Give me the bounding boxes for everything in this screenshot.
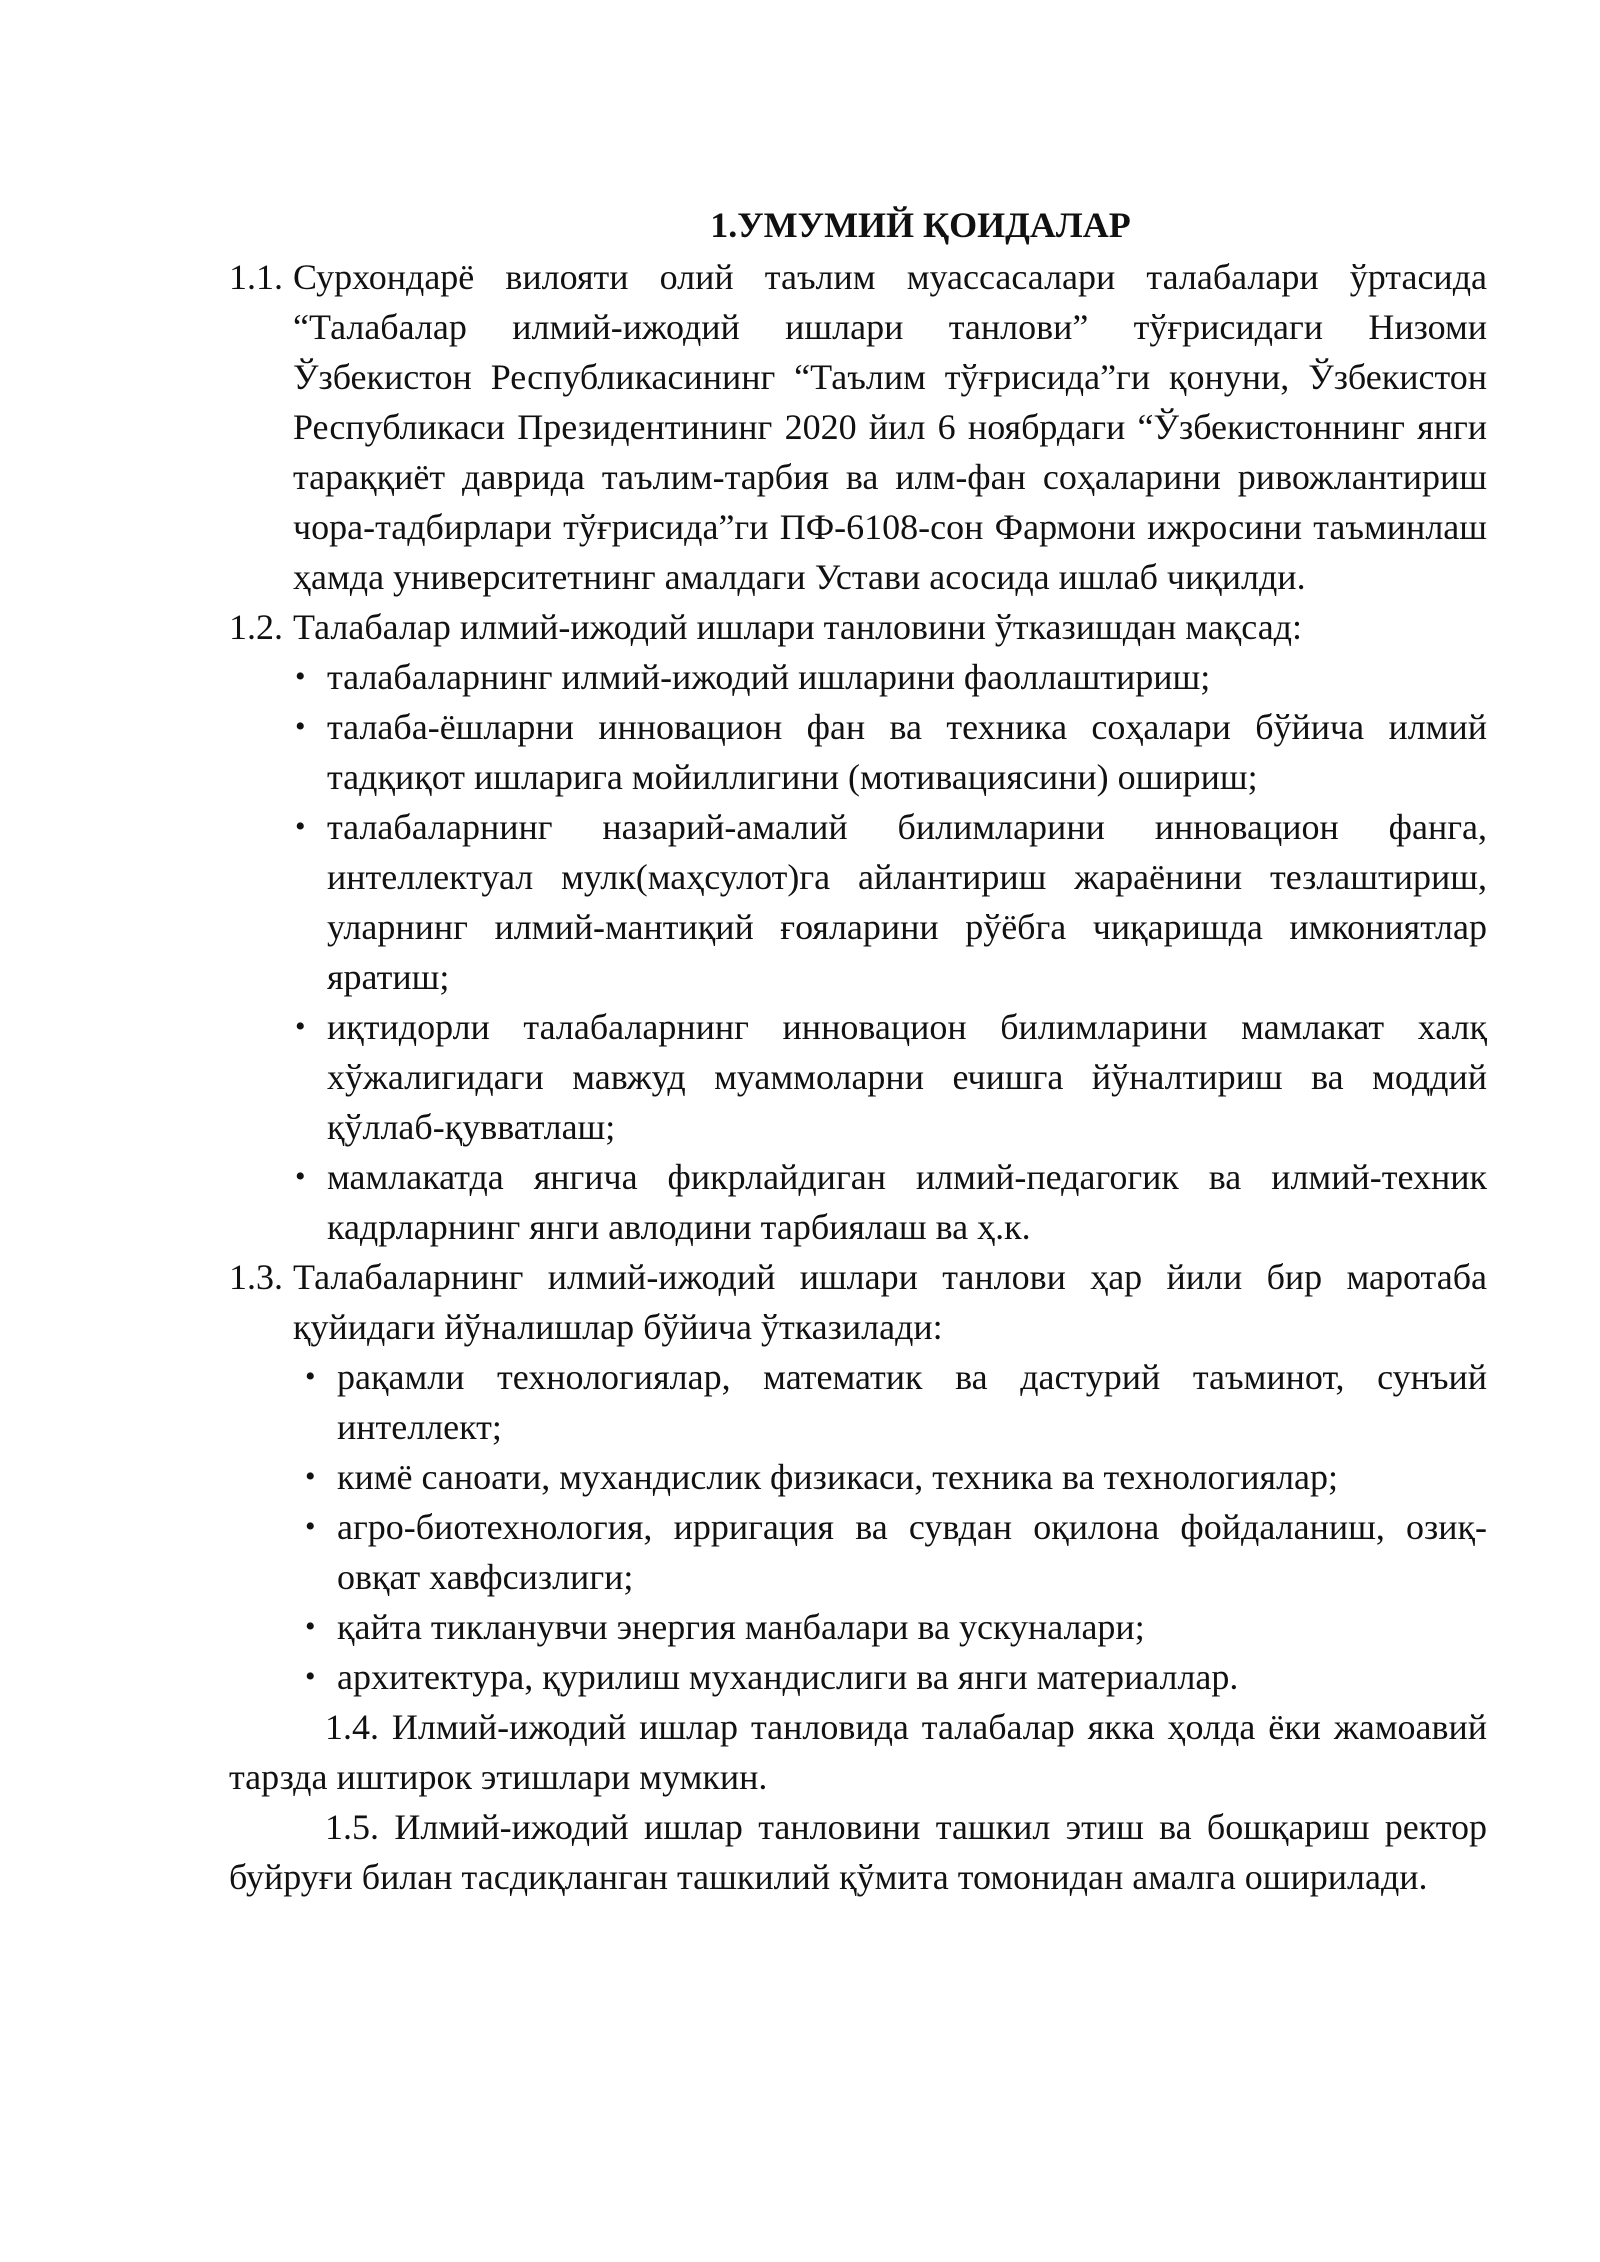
list-item: • мамлакатда янгича фикрлайдиган илмий-педагогик ва илмий-техник кадрларнинг янги авлодини тарбиялаш ва ҳ.к. <box>229 1152 1487 1252</box>
clause-number: 1.2. <box>229 607 283 647</box>
bullet-icon: • <box>295 710 306 743</box>
bullet-icon: • <box>295 810 306 843</box>
bullet-icon: • <box>305 1460 316 1493</box>
clause-1-4: 1.4. Илмий-ижодий ишлар танловида талабалар якка ҳолда ёки жамоавий тарзда иштирок этишлари мумкин. <box>229 1707 1487 1797</box>
directions-list <box>229 1352 1487 1702</box>
clause-number: 1.1. <box>229 257 283 297</box>
bullet-icon: • <box>305 1510 316 1543</box>
document-page <box>229 200 1487 1902</box>
clause-1-1 <box>229 252 1487 602</box>
bullet-icon: • <box>295 1160 306 1193</box>
list-item: • агро-биотехнология, ирригация ва сувдан оқилона фойдаланиш, озиқ-овқат хавфсизлиги; <box>229 1502 1487 1602</box>
bullet-icon: • <box>305 1610 316 1643</box>
clause-text: Талабалар илмий-ижодий ишлари танловини ўтказишдан мақсад: <box>293 607 1302 647</box>
list-item: • кимё саноати, мухандислик физикаси, техника ва технологиялар; <box>229 1452 1487 1502</box>
list-item: • архитектура, қурилиш мухандислиги ва янги материаллар. <box>229 1652 1487 1702</box>
list-item: • талабаларнинг назарий-амалий билимларини инновацион фанга, интеллектуал мулк(маҳсулот)га айлантириш жараёнини тезлаштириш, уларнинг илмий-мантиқий ғояларини рўёбга чиқаришда имкониятлар яратиш; <box>229 802 1487 1002</box>
list-item: • қайта тикланувчи энергия манбалари ва ускуналари; <box>229 1602 1487 1652</box>
clause-1-2 <box>229 602 1487 652</box>
list-item: • рақамли технологиялар, математик ва дастурий таъминот, сунъий интеллект; <box>229 1352 1487 1452</box>
goals-list <box>229 652 1487 1252</box>
clause-1-5: 1.5. Илмий-ижодий ишлар танловини ташкил этиш ва бошқариш ректор буйруғи билан тасдиқланган ташкилий қўмита томонидан амалга оширилади. <box>229 1807 1487 1897</box>
clause-1-3 <box>229 1252 1487 1352</box>
bullet-icon: • <box>295 660 306 693</box>
list-item: • иқтидорли талабаларнинг инновацион билимларини мамлакат халқ хўжалигидаги мавжуд муаммоларни ечишга йўналтириш ва моддий қўллаб-қувватлаш; <box>229 1002 1487 1152</box>
bullet-icon: • <box>305 1660 316 1693</box>
list-item: • талабаларнинг илмий-ижодий ишларини фаоллаштириш; <box>229 652 1487 702</box>
clause-text: Талабаларнинг илмий-ижодий ишлари танлови ҳар йили бир маротаба қуйидаги йўналишлар бўйича ўтказилади: <box>293 1257 1487 1347</box>
bullet-icon: • <box>305 1360 316 1393</box>
clause-number: 1.3. <box>229 1257 283 1297</box>
list-item: • талаба-ёшларни инновацион фан ва техника соҳалари бўйича илмий тадқиқот ишларига мойиллигини (мотивациясини) ошириш; <box>229 702 1487 802</box>
section-title: 1.УМУМИЙ ҚОИДАЛАР <box>710 205 1131 245</box>
clause-text: Сурхондарё вилояти олий таълим муассасалари талабалари ўртасида “Талабалар илмий-ижодий ишлари танлови” тўғрисидаги Низоми Ўзбекистон Республикасининг “Таълим тўғрисида”ги қонуни, Ўзбекистон Республикаси Президентининг 2020 йил 6 ноябрдаги “Ўзбекистоннинг янги тараққиёт даврида таълим-тарбия ва илм-фан соҳаларини ривожлантириш чора-тадбирлари тўғрисида”ги ПФ-6108-сон Фармони ижросини таъминлаш ҳамда университетнинг амалдаги Устави асосида ишлаб чиқилди. <box>293 257 1487 597</box>
bullet-icon: • <box>295 1010 306 1043</box>
